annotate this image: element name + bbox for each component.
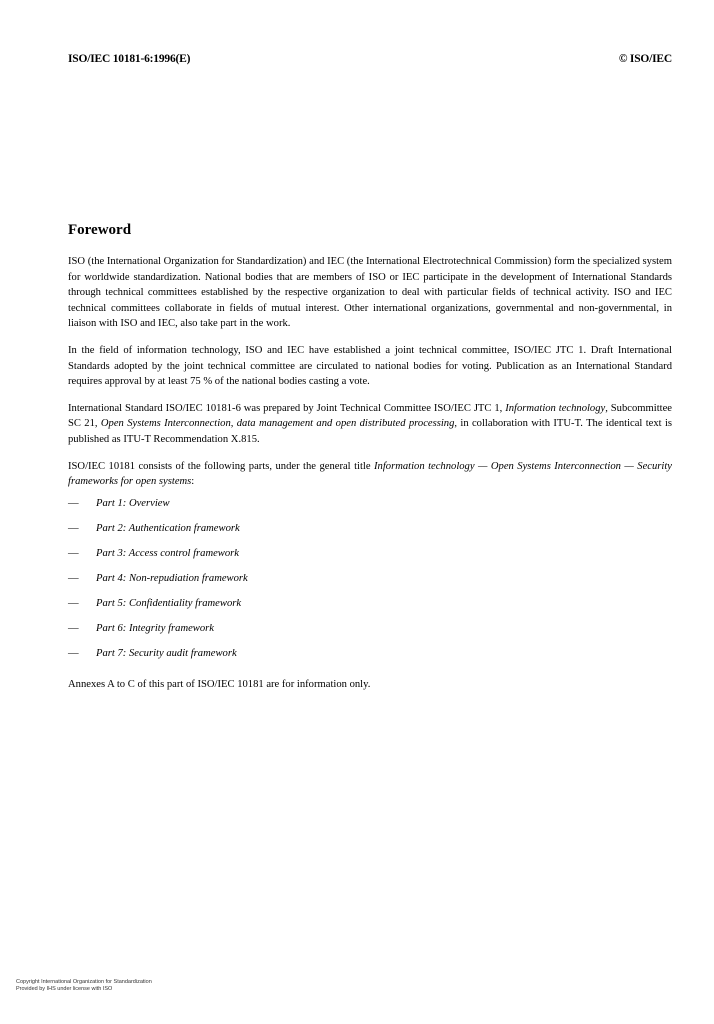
part-title: Part 3: Access control framework (96, 547, 239, 559)
paragraph-preparation (68, 401, 672, 448)
paragraph-organizations: ISO (the International Organization for Standardization) and IEC (the International Electrotechnical Commission) form the specialized system for worldwide standardization. National bodies that are members of ISO or IEC participate in the development of International Standards through technical committees established by the respective organization to deal with particular fields of technical activity. ISO and IEC technical committees collaborate in fields of mutual interest. Other international organizations, governmental and non-governmental, in liaison with ISO and IEC, also take part in the work. (68, 256, 672, 330)
paragraph-parts-intro (68, 459, 672, 490)
list-item (68, 571, 672, 596)
preparation-text-4: Open Systems Interconnection, data management and open distributed processing (100, 418, 455, 430)
dash: — (68, 522, 79, 534)
dash: — (68, 597, 79, 609)
list-item (68, 546, 672, 571)
document-id: ISO/IEC 10181-6:1996(E) (68, 53, 191, 65)
dash: — (68, 572, 79, 584)
foreword-body (68, 254, 672, 703)
dash: — (68, 547, 79, 559)
list-item (68, 646, 672, 671)
part-title: Part 7: Security audit framework (96, 647, 237, 659)
parts-list (68, 496, 672, 671)
page-title: Foreword (68, 222, 132, 238)
preparation-text-3: , Subcommittee SC 21, (68, 402, 672, 430)
part-title: Part 6: Integrity framework (96, 622, 214, 634)
parts-intro-text-1: ISO/IEC 10181 consists of the following parts, under the general title (68, 460, 375, 472)
part-title: Part 4: Non-repudiation framework (96, 572, 248, 584)
paragraph-annexes: Annexes A to C of this part of ISO/IEC 10181 are for information only. (68, 678, 371, 690)
part-title: Part 1: Overview (96, 497, 170, 509)
preparation-text-2: Information technology (505, 402, 606, 414)
copyright-mark: © ISO/IEC (618, 53, 672, 65)
paragraph-jtc1: In the field of information technology, ISO and IEC have established a joint technical committee, ISO/IEC JTC 1. Draft International Standards adopted by the joint technical committee are circulated to national bodies for voting. Publication as an International Standard requires approval by at least 75 % of the national bodies casting a vote. (68, 344, 672, 388)
dash: — (68, 647, 79, 659)
list-item (68, 621, 672, 646)
footer-line: Copyright International Organization for Standardization (16, 979, 152, 985)
list-item (68, 596, 672, 621)
footer-line: Provided by IHS under license with ISO (16, 985, 113, 992)
dash: — (68, 622, 79, 634)
list-item (68, 521, 672, 546)
list-item (68, 496, 672, 521)
preparation-text-1: International Standard ISO/IEC 10181-6 was prepared by Joint Technical Committee ISO/IEC JTC 1, (68, 402, 506, 414)
dash: — (68, 497, 79, 509)
parts-intro-text-2: Information technology — Open Systems Interconnection — Security frameworks for open systems (68, 460, 672, 488)
parts-intro-text-3: : (191, 476, 195, 488)
part-title: Part 2: Authentication framework (96, 522, 240, 534)
copyright-footer (16, 979, 152, 992)
part-title: Part 5: Confidentiality framework (96, 597, 242, 609)
preparation-text-5: , in collaboration with ITU-T. The identical text is published as ITU-T Recommendation X.815. (68, 418, 673, 445)
